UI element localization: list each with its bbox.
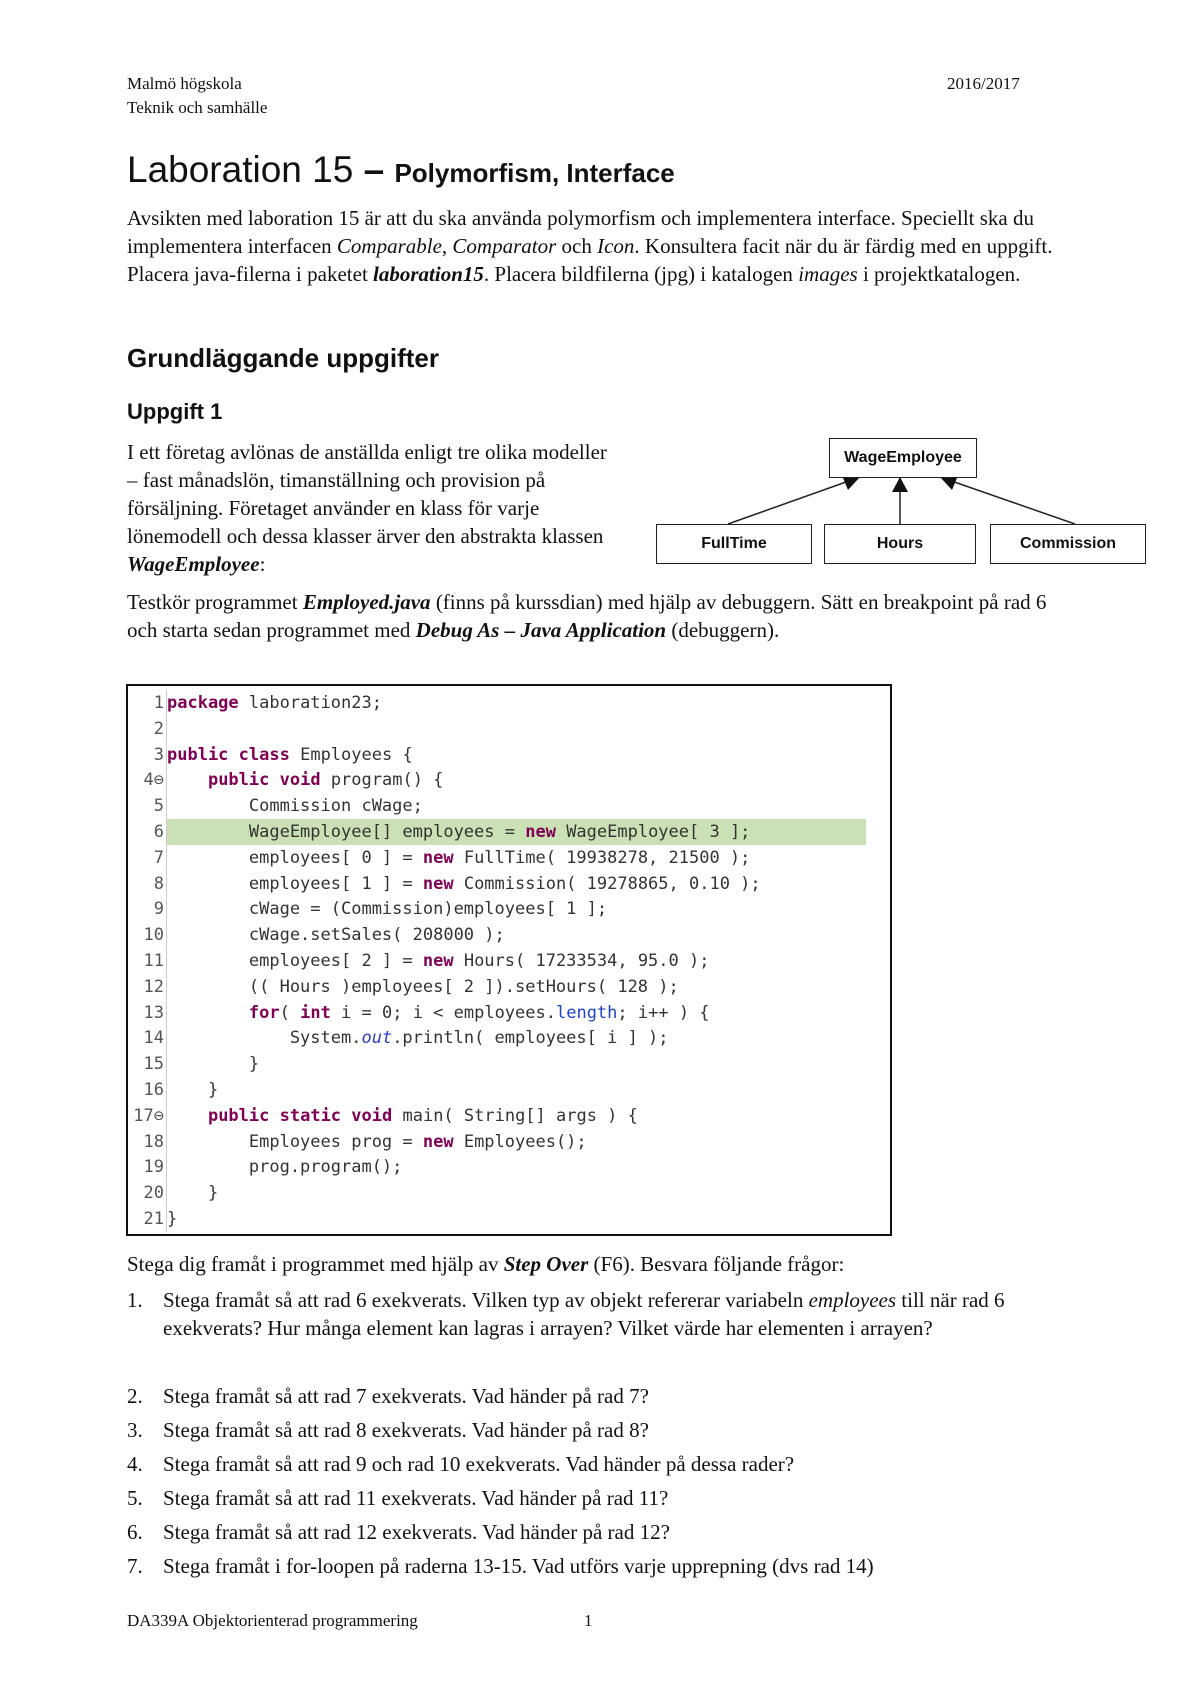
code-line — [128, 1154, 890, 1180]
footer-course: DA339A Objektorienterad programmering — [127, 1611, 418, 1630]
question-number: 2. — [127, 1384, 143, 1408]
code-text: employees[ 1 ] = new Commission( 19278865, 0.10 ); — [167, 873, 761, 894]
line-number: 5 — [153, 796, 164, 817]
code-text: } — [167, 1209, 178, 1229]
line-number: 11 — [143, 951, 164, 971]
code-text: } — [167, 1183, 219, 1204]
intro-text-1: Avsikten med laboration 15 är att du ska använda polymorfism och implementera interface. Speciellt ska du implementera interfacen — [127, 206, 1034, 258]
task-class-name: WageEmployee — [127, 552, 260, 576]
arrowhead-commission — [940, 477, 957, 490]
code-text: Commission cWage; — [167, 796, 423, 817]
code-line — [128, 1025, 890, 1051]
code-text: public void program() { — [207, 770, 444, 791]
run-paragraph — [127, 588, 1067, 644]
code-text: } — [167, 1054, 260, 1075]
code-text: Employees prog = new Employees(); — [167, 1131, 587, 1152]
task-text-1: I ett företag avlönas de anställda enligt tre olika modeller – fast månadslön, timanställning och provision på försäljning. Företaget använder en klass för varje lönemodell och dessa klasser ärver den abstrakta klassen — [127, 440, 607, 548]
line-number: 4⊖ — [143, 770, 164, 791]
code-line — [128, 1051, 890, 1077]
header-dept: Teknik och samhälle — [127, 98, 268, 117]
uml-class-fulltime: FullTime — [656, 524, 812, 564]
run-file-name: Employed.java — [302, 590, 431, 614]
question-text: Stega framåt i for-loopen på raderna 13-15. Vad utförs varje upprepning (dvs rad 14) — [163, 1554, 874, 1578]
intro-comparable: Comparable — [336, 234, 442, 258]
run-text-3: (debuggern). — [666, 618, 780, 642]
code-text: (( Hours )employees[ 2 ]).setHours( 128 ); — [167, 976, 679, 997]
code-line — [128, 1000, 890, 1026]
code-line — [128, 1129, 890, 1155]
arrowhead-hours — [892, 477, 908, 492]
section-heading: Grundläggande uppgifter — [127, 343, 439, 373]
code-listing — [126, 684, 892, 1236]
step-command: Step Over — [503, 1252, 589, 1276]
code-line — [128, 1180, 890, 1206]
code-text: WageEmployee[] employees = new WageEmployee[ 3 ]; — [167, 819, 866, 845]
uml-class-hours: Hours — [824, 524, 976, 564]
intro-och: och — [556, 234, 598, 258]
code-text: package laboration23; — [167, 693, 382, 713]
line-number: 7 — [153, 847, 164, 868]
intro-package: laboration15 — [373, 262, 484, 286]
arrow-commission — [940, 477, 1075, 524]
code-line — [128, 948, 890, 974]
line-number: 21 — [143, 1209, 164, 1229]
code-text: System.out.println( employees[ i ] ); — [167, 1028, 669, 1049]
code-text: public static void main( String[] args ) { — [207, 1105, 638, 1126]
code-text: cWage = (Commission)employees[ 1 ]; — [167, 899, 608, 920]
task-paragraph — [127, 438, 617, 578]
line-number: 2 — [153, 718, 164, 739]
line-number: 1 — [153, 693, 164, 713]
intro-comma: , — [441, 234, 453, 258]
code-line — [128, 819, 890, 845]
code-line — [128, 742, 890, 768]
line-number: 12 — [143, 976, 164, 997]
code-line — [128, 871, 890, 897]
code-line — [128, 767, 890, 793]
run-menu-command: Debug As – Java Application — [415, 618, 667, 642]
question-number: 6. — [127, 1520, 143, 1544]
step-text-2: (F6). Besvara följande frågor: — [588, 1252, 845, 1276]
intro-icon: Icon — [597, 234, 635, 258]
question-text: Stega framåt så att rad 9 och rad 10 exekverats. Vad händer på dessa rader? — [163, 1452, 795, 1476]
code-line — [128, 793, 890, 819]
intro-comparator: Comparator — [452, 234, 557, 258]
line-number: 6 — [153, 822, 164, 842]
code-text: cWage.setSales( 208000 ); — [167, 925, 505, 946]
question-text: Stega framåt så att rad 12 exekverats. Vad händer på rad 12? — [163, 1520, 670, 1544]
code-line — [128, 896, 890, 922]
question-number: 7. — [127, 1554, 143, 1578]
line-number: 20 — [143, 1183, 164, 1204]
question-text: Stega framåt så att rad 6 exekverats. Vilken typ av objekt refererar variabeln employees till när rad 6 exekverats? Hur många element kan lagras i arrayen? Vilket värde har elementen i arrayen? — [163, 1288, 1005, 1340]
footer-page-number: 1 — [584, 1611, 593, 1630]
intro-text-2: . Konsultera facit när du är färdig med en uppgift. Placera java-filerna i paketet — [127, 234, 1053, 286]
line-number: 14 — [143, 1028, 164, 1049]
intro-text-4: i projektkatalogen. — [857, 262, 1021, 286]
intro-images: images — [798, 262, 858, 286]
code-line — [128, 845, 890, 871]
code-line — [128, 1206, 890, 1232]
question-number: 5. — [127, 1486, 143, 1510]
code-text: employees[ 0 ] = new FullTime( 19938278, 21500 ); — [167, 847, 751, 868]
code-line — [128, 1103, 890, 1129]
run-text-2: (finns på kurssdian) med hjälp av debuggern. Sätt en breakpoint på rad 6 och starta sedan programmet med — [127, 590, 1047, 642]
code-text: } — [167, 1080, 219, 1100]
code-text: prog.program(); — [167, 1157, 403, 1178]
gutter-separator — [166, 716, 167, 742]
title-main: Laboration 15 — [127, 149, 354, 190]
uml-class-wageemployee: WageEmployee — [829, 438, 977, 478]
code-text: employees[ 2 ] = new Hours( 17233534, 95.0 ); — [167, 951, 710, 971]
code-line — [128, 716, 890, 742]
line-number: 8 — [153, 873, 164, 894]
title-dash: – — [353, 149, 395, 190]
question-text: Stega framåt så att rad 11 exekverats. Vad händer på rad 11? — [163, 1486, 669, 1510]
code-line — [128, 922, 890, 948]
task-heading: Uppgift 1 — [127, 399, 223, 424]
title-subtitle: Polymorfism, Interface — [394, 158, 675, 188]
line-number: 15 — [143, 1054, 164, 1075]
code-line — [128, 974, 890, 1000]
line-number: 3 — [153, 744, 164, 765]
question-text: Stega framåt så att rad 8 exekverats. Vad händer på rad 8? — [163, 1418, 649, 1442]
intro-paragraph — [127, 204, 1067, 288]
step-paragraph — [127, 1250, 1067, 1278]
question-number: 3. — [127, 1418, 143, 1442]
task-text-2: : — [259, 552, 266, 576]
arrowhead-fulltime — [843, 477, 860, 490]
line-number: 17⊖ — [133, 1105, 164, 1126]
uml-class-commission: Commission — [990, 524, 1146, 564]
line-number: 18 — [143, 1131, 164, 1152]
question-emphasis: employees — [808, 1288, 897, 1312]
code-text: public class Employees { — [167, 744, 413, 765]
header-year: 2016/2017 — [947, 74, 1020, 93]
question-number: 4. — [127, 1452, 143, 1476]
intro-text-3: . Placera bildfilerna (jpg) i katalogen — [483, 262, 799, 286]
question-number: 1. — [127, 1288, 143, 1312]
question-text: Stega framåt så att rad 7 exekverats. Vad händer på rad 7? — [163, 1384, 649, 1408]
line-number: 9 — [153, 899, 164, 920]
line-number: 10 — [143, 925, 164, 946]
page-title — [127, 148, 675, 195]
header-org: Malmö högskola — [127, 74, 242, 93]
code-line — [128, 1077, 890, 1103]
arrow-fulltime — [728, 477, 860, 524]
code-text: for( int i = 0; i < employees.length; i++ ) { — [248, 1002, 710, 1023]
line-number: 13 — [143, 1002, 164, 1023]
line-number: 16 — [143, 1080, 164, 1100]
run-text-1: Testkör programmet — [127, 590, 303, 614]
step-text-1: Stega dig framåt i programmet med hjälp av — [127, 1252, 504, 1276]
line-number: 19 — [143, 1157, 164, 1178]
code-line — [128, 690, 890, 716]
